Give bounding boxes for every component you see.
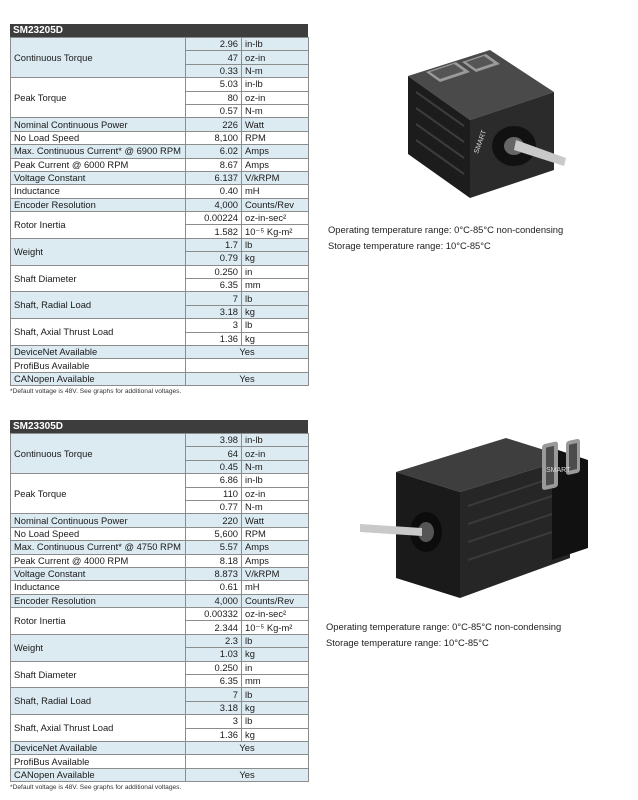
svg-text:SMART: SMART <box>473 129 489 155</box>
availability-value: Yes <box>186 768 309 781</box>
spec-value: 0.57 <box>186 104 242 117</box>
table-row <box>11 292 309 305</box>
spec-unit: lb <box>242 688 309 701</box>
storage-temperature: Storage temperature range: 10°C-85°C <box>326 637 489 648</box>
table-row <box>11 581 309 594</box>
table-row <box>11 198 309 211</box>
spec-unit: lb <box>242 319 309 332</box>
spec-unit: in-lb <box>242 38 309 51</box>
spec-unit: N-m <box>242 104 309 117</box>
spec-value: 4,000 <box>186 594 242 607</box>
table-row <box>11 171 309 184</box>
spec-label: Nominal Continuous Power <box>11 118 186 131</box>
spec-unit: in-lb <box>242 434 309 447</box>
table-row <box>11 541 309 554</box>
spec-value: 0.250 <box>186 265 242 278</box>
spec-block-sm23205d <box>10 24 308 395</box>
spec-table <box>10 37 309 386</box>
spec-label: DeviceNet Available <box>11 345 186 358</box>
table-row <box>11 688 309 701</box>
spec-unit: Watt <box>242 514 309 527</box>
footnote: *Default voltage is 48V. See graphs for additional voltages. <box>10 784 182 792</box>
spec-label: Voltage Constant <box>11 567 186 580</box>
spec-label: Peak Current @ 6000 RPM <box>11 158 186 171</box>
table-row <box>11 474 309 487</box>
spec-value: 80 <box>186 91 242 104</box>
spec-unit: V/kRPM <box>242 171 309 184</box>
spec-label: DeviceNet Available <box>11 741 186 754</box>
spec-unit: lb <box>242 238 309 251</box>
spec-label: Shaft Diameter <box>11 661 186 688</box>
spec-label: Encoder Resolution <box>11 594 186 607</box>
spec-unit: Amps <box>242 554 309 567</box>
spec-value: 1.03 <box>186 648 242 661</box>
spec-unit: oz-in-sec² <box>242 212 309 225</box>
table-row <box>11 661 309 674</box>
spec-unit: oz-in <box>242 447 309 460</box>
spec-unit: in-lb <box>242 78 309 91</box>
spec-unit: mm <box>242 279 309 292</box>
spec-unit: mH <box>242 581 309 594</box>
spec-value: 2.344 <box>186 621 242 634</box>
spec-label: Max. Continuous Current* @ 6900 RPM <box>11 145 186 158</box>
table-row <box>11 434 309 447</box>
spec-unit: N-m <box>242 460 309 473</box>
table-row <box>11 359 309 372</box>
table-row <box>11 78 309 91</box>
spec-value: 226 <box>186 118 242 131</box>
spec-label: ProfiBus Available <box>11 359 186 372</box>
motor-photo-icon <box>356 428 596 604</box>
spec-value: 7 <box>186 292 242 305</box>
spec-block-sm23305d <box>10 420 308 791</box>
spec-unit: Amps <box>242 541 309 554</box>
spec-value: 64 <box>186 447 242 460</box>
spec-label: Peak Current @ 4000 RPM <box>11 554 186 567</box>
spec-label: Shaft, Radial Load <box>11 292 186 319</box>
table-row <box>11 715 309 728</box>
table-row <box>11 567 309 580</box>
table-row <box>11 554 309 567</box>
availability-value: Yes <box>186 372 309 385</box>
spec-unit: Amps <box>242 145 309 158</box>
spec-value: 0.79 <box>186 252 242 265</box>
footnote: *Default voltage is 48V. See graphs for additional voltages. <box>10 388 182 396</box>
spec-label: CANopen Available <box>11 372 186 385</box>
spec-label: ProfiBus Available <box>11 755 186 768</box>
spec-unit: kg <box>242 728 309 741</box>
spec-value: 1.36 <box>186 728 242 741</box>
spec-value: 1.36 <box>186 332 242 345</box>
spec-label: Continuous Torque <box>11 38 186 78</box>
spec-label: Voltage Constant <box>11 171 186 184</box>
spec-value: 6.137 <box>186 171 242 184</box>
spec-value: 0.61 <box>186 581 242 594</box>
table-row <box>11 608 309 621</box>
spec-value: 2.96 <box>186 38 242 51</box>
table-row <box>11 372 309 385</box>
table-row <box>11 212 309 225</box>
spec-unit: kg <box>242 252 309 265</box>
spec-value: 7 <box>186 688 242 701</box>
table-row <box>11 131 309 144</box>
table-row <box>11 527 309 540</box>
spec-value: 0.77 <box>186 500 242 513</box>
motor-photo-icon <box>378 36 574 208</box>
spec-unit: kg <box>242 305 309 318</box>
temperature-notes <box>326 619 561 651</box>
spec-unit: in <box>242 265 309 278</box>
spec-label: Shaft Diameter <box>11 265 186 292</box>
spec-value: 5,600 <box>186 527 242 540</box>
model-header: SM23305D <box>10 420 308 433</box>
spec-unit: Amps <box>242 158 309 171</box>
spec-value: 6.02 <box>186 145 242 158</box>
table-row <box>11 594 309 607</box>
operating-temperature: Operating temperature range: 0°C-85°C non-condensing <box>326 621 562 632</box>
spec-label: Rotor Inertia <box>11 212 186 239</box>
spec-value: 2.3 <box>186 634 242 647</box>
spec-label: Continuous Torque <box>11 434 186 474</box>
spec-unit: lb <box>242 292 309 305</box>
spec-label: Encoder Resolution <box>11 198 186 211</box>
spec-value: 0.00224 <box>186 212 242 225</box>
spec-unit: kg <box>242 701 309 714</box>
spec-unit: kg <box>242 332 309 345</box>
spec-label: Weight <box>11 634 186 661</box>
spec-unit: V/kRPM <box>242 567 309 580</box>
svg-text:SMART: SMART <box>546 467 571 474</box>
spec-unit: mm <box>242 675 309 688</box>
spec-value: 3 <box>186 319 242 332</box>
table-row <box>11 345 309 358</box>
spec-value: 8.873 <box>186 567 242 580</box>
spec-label: No Load Speed <box>11 131 186 144</box>
table-row <box>11 514 309 527</box>
table-row <box>11 38 309 51</box>
spec-value: 5.57 <box>186 541 242 554</box>
spec-value: 3 <box>186 715 242 728</box>
table-row <box>11 319 309 332</box>
spec-value: 3.18 <box>186 701 242 714</box>
spec-value: 5.03 <box>186 78 242 91</box>
spec-table <box>10 433 309 782</box>
spec-label: Shaft, Radial Load <box>11 688 186 715</box>
spec-unit: N-m <box>242 64 309 77</box>
spec-label: Shaft, Axial Thrust Load <box>11 319 186 346</box>
spec-label: Inductance <box>11 185 186 198</box>
spec-unit: 10⁻⁵ Kg-m² <box>242 621 309 634</box>
spec-unit: 10⁻⁵ Kg-m² <box>242 225 309 238</box>
spec-unit: oz-in <box>242 487 309 500</box>
spec-unit: RPM <box>242 527 309 540</box>
spec-label: Nominal Continuous Power <box>11 514 186 527</box>
table-row <box>11 634 309 647</box>
model-header: SM23205D <box>10 24 308 37</box>
spec-value: 0.00332 <box>186 608 242 621</box>
spec-value: 0.33 <box>186 64 242 77</box>
spec-unit: lb <box>242 715 309 728</box>
spec-unit: mH <box>242 185 309 198</box>
spec-label: Peak Torque <box>11 474 186 514</box>
spec-unit: kg <box>242 648 309 661</box>
table-row <box>11 145 309 158</box>
table-row <box>11 118 309 131</box>
spec-unit: oz-in <box>242 51 309 64</box>
spec-label: Max. Continuous Current* @ 4750 RPM <box>11 541 186 554</box>
spec-label: Rotor Inertia <box>11 608 186 635</box>
spec-value: 1.582 <box>186 225 242 238</box>
table-row <box>11 238 309 251</box>
temperature-notes <box>328 222 563 254</box>
storage-temperature: Storage temperature range: 10°C-85°C <box>328 240 491 251</box>
availability-value <box>186 755 309 768</box>
spec-value: 8.67 <box>186 158 242 171</box>
spec-unit: oz-in <box>242 91 309 104</box>
spec-value: 0.40 <box>186 185 242 198</box>
spec-value: 8,100 <box>186 131 242 144</box>
spec-label: Peak Torque <box>11 78 186 118</box>
spec-value: 3.18 <box>186 305 242 318</box>
spec-value: 220 <box>186 514 242 527</box>
spec-value: 0.250 <box>186 661 242 674</box>
spec-label: Inductance <box>11 581 186 594</box>
spec-value: 0.45 <box>186 460 242 473</box>
spec-unit: in-lb <box>242 474 309 487</box>
spec-value: 47 <box>186 51 242 64</box>
availability-value: Yes <box>186 741 309 754</box>
spec-unit: RPM <box>242 131 309 144</box>
spec-unit: N-m <box>242 500 309 513</box>
spec-unit: Watt <box>242 118 309 131</box>
availability-value <box>186 359 309 372</box>
spec-label: Weight <box>11 238 186 265</box>
table-row <box>11 158 309 171</box>
spec-value: 6.35 <box>186 279 242 292</box>
table-row <box>11 185 309 198</box>
operating-temperature: Operating temperature range: 0°C-85°C non-condensing <box>328 224 564 235</box>
spec-unit: Counts/Rev <box>242 198 309 211</box>
spec-unit: oz-in-sec² <box>242 608 309 621</box>
spec-value: 8.18 <box>186 554 242 567</box>
spec-value: 6.35 <box>186 675 242 688</box>
spec-value: 110 <box>186 487 242 500</box>
table-row <box>11 741 309 754</box>
table-row <box>11 265 309 278</box>
spec-label: CANopen Available <box>11 768 186 781</box>
table-row <box>11 768 309 781</box>
spec-unit: lb <box>242 634 309 647</box>
spec-label: Shaft, Axial Thrust Load <box>11 715 186 742</box>
table-row <box>11 755 309 768</box>
spec-value: 3.98 <box>186 434 242 447</box>
spec-label: No Load Speed <box>11 527 186 540</box>
spec-value: 6.86 <box>186 474 242 487</box>
spec-value: 4,000 <box>186 198 242 211</box>
spec-unit: Counts/Rev <box>242 594 309 607</box>
availability-value: Yes <box>186 345 309 358</box>
spec-unit: in <box>242 661 309 674</box>
spec-value: 1.7 <box>186 238 242 251</box>
